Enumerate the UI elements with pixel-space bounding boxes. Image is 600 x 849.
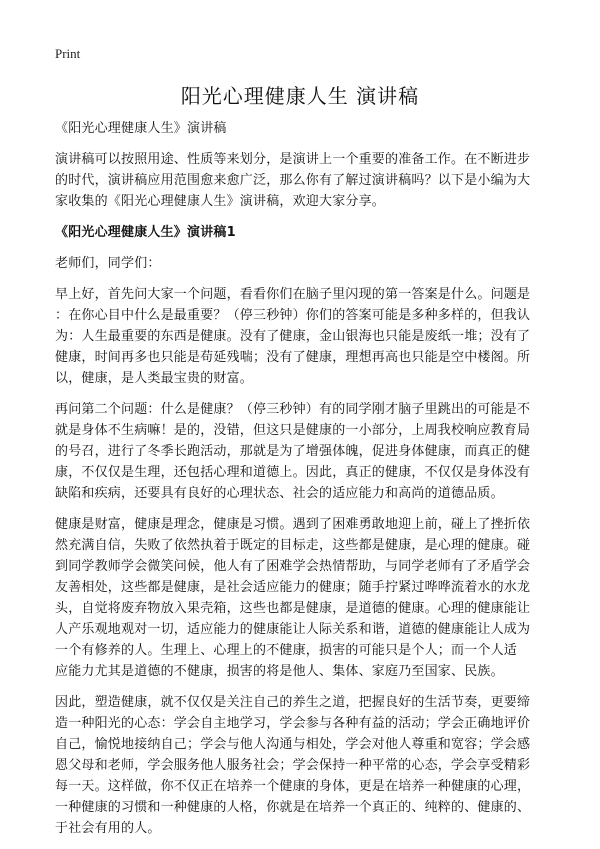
text-line: 再问第二个问题：什么是健康？（停三秒钟）有的同学刚才脑子里跳出的可能是不 bbox=[55, 402, 531, 417]
text-line: 于社会有用的人。 bbox=[55, 821, 161, 836]
body-paragraph bbox=[55, 514, 545, 682]
text-line: 康，不仅仅是生理，还包括心理和道德上。因此，真正的健康，不仅仅是身体没有 bbox=[55, 465, 531, 480]
text-line: 为：人生最重要的东西是健康。没有了健康，金山银海也只能是废纸一堆；没有了 bbox=[55, 329, 531, 344]
intro-paragraph bbox=[55, 149, 545, 212]
text-line: 头，自觉将废弃物放入果壳箱，这些也都是健康，是道德的健康。心理的健康能让 bbox=[55, 601, 531, 616]
greeting bbox=[55, 253, 545, 274]
text-line: 人产乐观地观对一切，适应能力的健康能让人际关系和谐，道德的健康能让人成为 bbox=[55, 622, 531, 637]
speech-paragraphs bbox=[55, 284, 545, 839]
body-paragraph bbox=[55, 692, 545, 839]
text-line: 到同学教师学会微笑问候，他人有了困难学会热情帮助，与同学老师有了矛盾学会 bbox=[55, 559, 531, 574]
text-line: 演讲稿可以按照用途、性质等来划分，是演讲上一个重要的准备工作。在不断进步 bbox=[55, 152, 531, 167]
text-line: ：在你心目中什么是最重要？（停三秒钟）你们的答案可能是多种多样的，但我认 bbox=[55, 308, 531, 323]
text-line: 家收集的《阳光心理健康人生》演讲稿，欢迎大家分享。 bbox=[55, 194, 386, 209]
text-line: 一个有修养的人。生理上、心理上的不健康，损害的可能只是个人；而一个人适 bbox=[55, 643, 518, 658]
greeting-text: 老师们，同学们： bbox=[55, 256, 161, 271]
text-line: 早上好，首先问大家一个问题，看看你们在脑子里闪现的第一答案是什么。问题是 bbox=[55, 287, 531, 302]
text-line: 友善相处，这些都是健康，是社会适应能力的健康；随手拧紧过哗哗流着水的水龙 bbox=[55, 580, 531, 595]
document-body bbox=[55, 118, 545, 849]
text-line: 每一天。这样做，你不仅正在培养一个健康的身体，更是在培养一种健康的心理， bbox=[55, 779, 531, 794]
text-line: 就是身体不生病嘛！是的，没错，但这只是健康的一小部分，上周我校响应教育局 bbox=[55, 423, 531, 438]
text-line: 的号召，进行了冬季长跑活动，那就是为了增强体魄，促进身体健康，而真正的健 bbox=[55, 444, 531, 459]
subtitle bbox=[55, 118, 545, 139]
text-line: 自己，愉悦地接纳自己；学会与他人沟通与相处，学会对他人尊重和宽容；学会感 bbox=[55, 737, 531, 752]
text-line: 因此，塑造健康，就不仅仅是关注自己的养生之道，把握良好的生活节奏，更要缔 bbox=[55, 695, 531, 710]
text-line: 然充满自信，失败了依然执着于既定的目标走，这些都是健康，是心理的健康。碰 bbox=[55, 538, 531, 553]
text-line: 造一种阳光的心态：学会自主地学习，学会参与各种有益的活动；学会正确地评价 bbox=[55, 716, 531, 731]
text-line: 一种健康的习惯和一种健康的人格，你就是在培养一个真正的、纯粹的、健康的、 bbox=[55, 800, 531, 815]
text-line: 的时代，演讲稿应用范围愈来愈广泛，那么你有了解过演讲稿吗？以下是小编为大 bbox=[55, 173, 531, 188]
body-paragraph bbox=[55, 284, 545, 389]
body-paragraph bbox=[55, 399, 545, 504]
document-title: 阳光心理健康人生 演讲稿 bbox=[180, 84, 420, 108]
text-line: 缺陷和疾病，还要具有良好的心理状态、社会的适应能力和高尚的道德品质。 bbox=[55, 486, 504, 501]
section-heading-text: 《阳光心理健康人生》演讲稿1 bbox=[55, 225, 236, 240]
text-line: 以，健康，是人类最宝贵的财富。 bbox=[55, 371, 254, 386]
print-label[interactable]: Print bbox=[55, 46, 81, 61]
text-line: 健康是财富，健康是理念，健康是习惯。遇到了困难勇敢地迎上前，碰上了挫折依 bbox=[55, 517, 531, 532]
text-line: 恩父母和老师，学会服务他人服务社会；学会保持一种平常的心态，学会享受精彩 bbox=[55, 758, 531, 773]
subtitle-text: 《阳光心理健康人生》演讲稿 bbox=[55, 121, 227, 136]
section-heading bbox=[55, 222, 545, 243]
text-line: 健康，时间再多也只能是苟延残喘；没有了健康，理想再高也只能是空中楼阁。所 bbox=[55, 350, 531, 365]
text-line: 应能力尤其是道德的不健康，损害的将是他人、集体、家庭乃至国家、民族。 bbox=[55, 664, 504, 679]
